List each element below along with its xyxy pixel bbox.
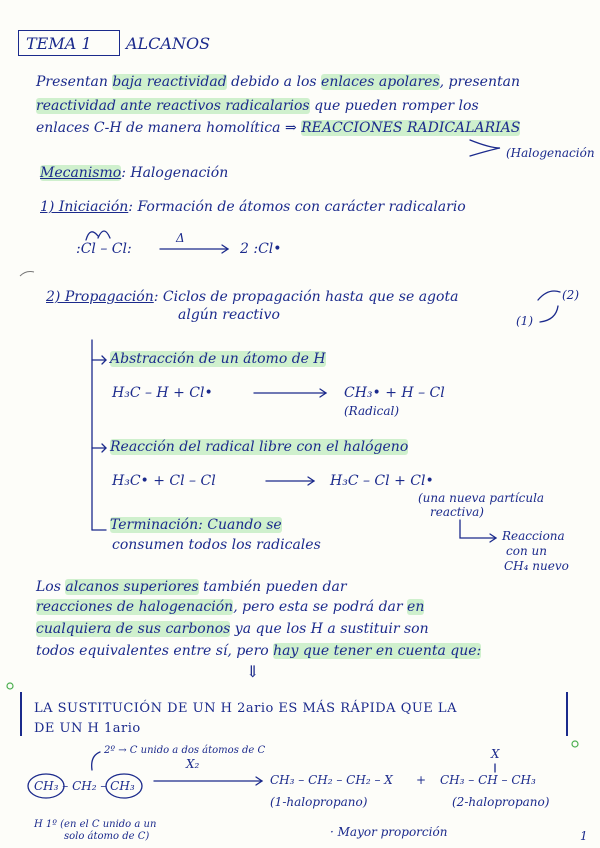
rule-line-2: DE UN H 1ario (34, 721, 141, 736)
circle-primary-right (106, 774, 142, 798)
termination-line-1: Terminación: Cuando se (110, 517, 282, 533)
down-arrow-icon: ⇓ (246, 662, 260, 681)
superior-line-2: reacciones de halogenación, pero esta se podrá dar en (36, 599, 425, 615)
intro-line-3: enlaces C-H de manera homolítica ⇒ REACCIONES RADICALARIAS (36, 120, 521, 136)
brace-stroke (470, 140, 500, 156)
initiation-reactant: :Cl – Cl: (76, 241, 132, 257)
curved-arrow-b (98, 231, 110, 238)
highlight-low-reactivity: baja reactividad (112, 74, 227, 90)
cycle-step-2: (2) (562, 288, 579, 302)
margin-dot-top (7, 683, 13, 689)
superior-line-3: cualquiera de sus carbonos ya que los H a sustituir son (36, 621, 429, 637)
product-2: CH₃ – CH – CH₃ (440, 773, 536, 787)
primary-carbon-note-2: solo átomo de C) (64, 831, 150, 842)
halogenation-aside: (Halogenación (506, 146, 595, 160)
product-1: CH₃ – CH₂ – CH₂ – X (270, 773, 393, 787)
equation-2-left: H₃C• + Cl – Cl (112, 473, 216, 489)
new-particle-note-2: reactiva) (430, 505, 484, 519)
equation-2-right: H₃C – Cl + Cl• (330, 473, 434, 489)
radical-note: (Radical) (344, 404, 400, 418)
cycle-arrow-top (538, 291, 560, 300)
heat-symbol: Δ (176, 231, 185, 245)
cycle-arrow-bottom (540, 306, 558, 322)
propagation-line-2: algún reactivo (178, 307, 280, 323)
intro-line-1: Presentan baja reactividad debido a los enlaces apolares, presentan (36, 74, 520, 90)
highlight-radical-reactivity: reactividad ante reactivos radicalarios (36, 98, 310, 114)
product-2-substituent: X (491, 747, 500, 761)
rule-line-1: LA SUSTITUCIÓN DE UN H 2ario ES MÁS RÁPIDA QUE LA (34, 701, 457, 716)
reacts-note-1: Reacciona (502, 529, 565, 543)
cycle-step-1: (1) (516, 314, 533, 328)
propane-reactant: CH₃ – CH₂ – CH₃ (34, 779, 135, 793)
curved-arrow-a (86, 232, 98, 240)
secondary-pointer (92, 752, 100, 770)
tema-label: TEMA 1 (26, 34, 92, 53)
mechanism-heading: Mecanismo: Halogenación (40, 165, 229, 181)
halogen-reagent: X₂ (186, 757, 200, 771)
margin-dot-bottom (572, 741, 578, 747)
mechanism-label: Mecanismo (40, 165, 122, 181)
product-2-name: (2-halopropano) (452, 795, 550, 809)
intro-line-2: reactividad ante reactivos radicalarios que pueden romper los (36, 98, 479, 114)
reacts-note-3: CH₄ nuevo (504, 559, 569, 573)
abstraction-text: Abstracción de un átomo de H (110, 351, 326, 367)
step-initiation: 1) Iniciación: Formación de átomos con carácter radicalario (40, 199, 466, 215)
equation-1-right: CH₃• + H – Cl (344, 385, 445, 401)
new-particle-note-1: (una nueva partícula (418, 491, 545, 505)
margin-mark (20, 272, 34, 277)
superior-line-4: todos equivalentes entre sí, pero hay que tener en cuenta que: (36, 643, 482, 659)
product-1-name: (1-halopropano) (270, 795, 368, 809)
initiation-product: 2 :Cl• (240, 241, 282, 257)
primary-carbon-note-1: H 1º (en el C unido a un (34, 819, 157, 830)
termination-line-2: consumen todos los radicales (112, 537, 321, 553)
circle-primary-left (28, 774, 64, 798)
highlight-radical-reactions: REACCIONES RADICALARIAS (301, 120, 521, 136)
step-propagation: 2) Propagación: Ciclos de propagación hasta que se agota (46, 289, 459, 305)
superior-line-1: Los alcanos superiores también pueden dar (36, 579, 347, 595)
page-title: ALCANOS (126, 34, 211, 53)
reaction-text: Reacción del radical libre con el halógeno (110, 439, 409, 455)
plus-sign: + (416, 773, 427, 787)
highlight-apolar-bonds: enlaces apolares (321, 74, 440, 90)
proportion-note: · Mayor proporción (330, 825, 448, 839)
secondary-carbon-note: 2º → C unido a dos átomos de C (104, 745, 266, 756)
reacts-arrow (460, 520, 496, 538)
reacts-note-2: con un (506, 544, 547, 558)
page-number: 1 (580, 829, 588, 843)
equation-1-left: H₃C – H + Cl• (112, 385, 213, 401)
